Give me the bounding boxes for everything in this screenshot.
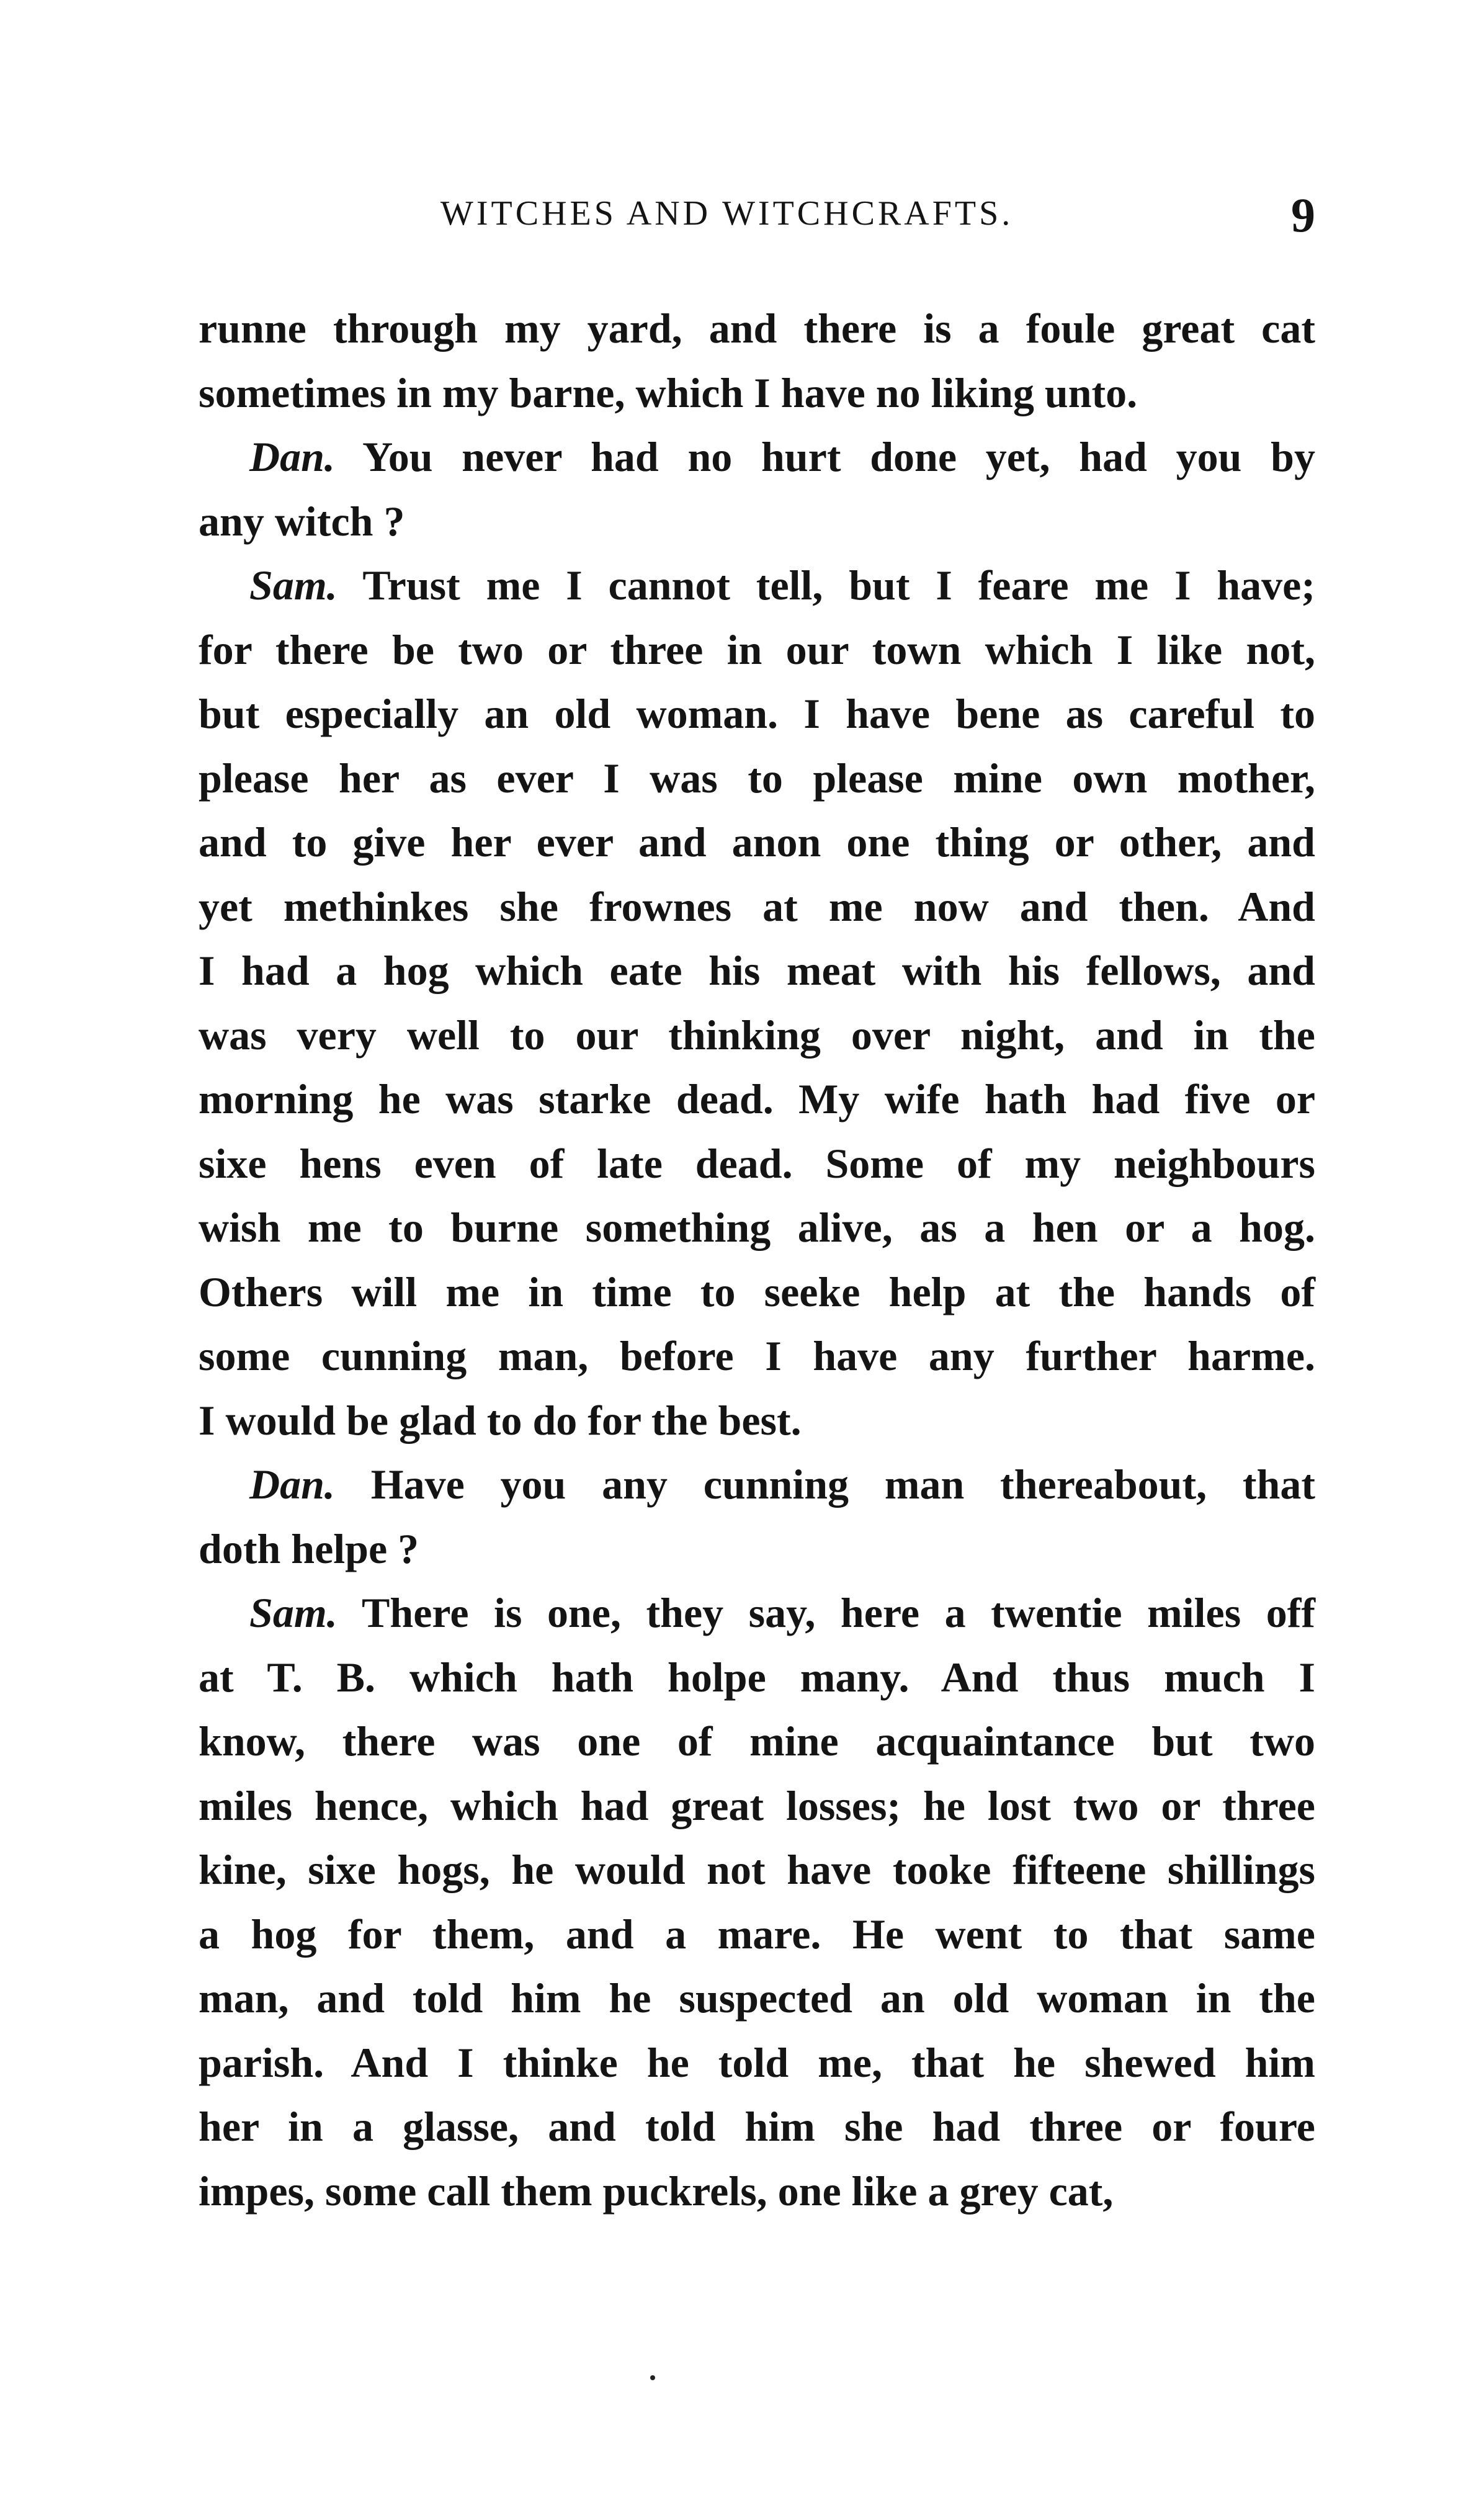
line-text: her in a glasse, and told him she had three or foure — [199, 2103, 1315, 2150]
speaker-name: Dan. — [249, 433, 335, 480]
speaker-name: Sam. — [249, 1589, 337, 1636]
text-line — [199, 361, 1315, 426]
line-text: please her as ever I was to please mine own mother, — [199, 754, 1315, 802]
text-line — [199, 1966, 1315, 2031]
line-text: yet methinkes she frownes at me now and then. And — [199, 882, 1315, 930]
line-text: Have you any cunning man thereabout, that — [370, 1461, 1315, 1508]
line-text: man, and told him he suspected an old woman in the — [199, 1974, 1315, 2022]
text-line — [199, 1709, 1315, 1774]
line-text: any witch ? — [199, 497, 405, 545]
line-text: sixe hens even of late dead. Some of my neighbours — [199, 1139, 1315, 1187]
text-line — [199, 2095, 1315, 2159]
text-line — [199, 490, 1315, 554]
text-line — [199, 1646, 1315, 1710]
line-text: sometimes in my barne, which I have no liking unto. — [199, 369, 1138, 416]
text-line — [199, 875, 1315, 939]
text-line — [199, 297, 1315, 361]
text-line — [199, 682, 1315, 746]
text-line — [199, 810, 1315, 875]
text-line — [199, 1581, 1315, 1646]
line-text: kine, sixe hogs, he would not have tooke fifteene shillings — [199, 1846, 1315, 1893]
text-line — [199, 1838, 1315, 1902]
text-line — [199, 1774, 1315, 1839]
line-text: a hog for them, and a mare. He went to that same — [199, 1910, 1315, 1958]
speaker-name: Dan. — [249, 1461, 335, 1508]
line-text: parish. And I thinke he told me, that he shewed him — [199, 2038, 1315, 2086]
line-text: Others will me in time to seeke help at the hands of — [199, 1268, 1315, 1315]
text-line — [199, 939, 1315, 1003]
line-text: I would be glad to do for the best. — [199, 1396, 802, 1444]
line-text: for there be two or three in our town which I like not, — [199, 625, 1315, 673]
line-text: impes, some call them puckrels, one like a grey cat, — [199, 2167, 1114, 2215]
running-header — [199, 187, 1315, 249]
text-line — [199, 553, 1315, 618]
line-text: know, there was one of mine acquaintance but two — [199, 1718, 1315, 1765]
text-line — [199, 1453, 1315, 1517]
line-text: morning he was starke dead. My wife hath had five or — [199, 1075, 1315, 1122]
line-text: miles hence, which had great losses; he lost two or three — [199, 1781, 1315, 1829]
text-line — [199, 1260, 1315, 1325]
line-text: Trust me I cannot tell, but I feare me I have; — [362, 562, 1315, 609]
line-text: was very well to our thinking over night, and in the — [199, 1011, 1315, 1059]
text-line — [199, 1067, 1315, 1132]
speaker-name: Sam. — [249, 562, 337, 609]
line-text: at T. B. which hath holpe many. And thus much I — [199, 1653, 1315, 1701]
text-line — [199, 1389, 1315, 1453]
text-line — [199, 1196, 1315, 1260]
text-line — [199, 425, 1315, 490]
line-text: and to give her ever and anon one thing or other, and — [199, 818, 1315, 866]
line-text: There is one, they say, here a twentie miles off — [362, 1589, 1315, 1636]
text-line — [199, 1132, 1315, 1196]
text-line — [199, 1003, 1315, 1068]
line-text: You never had no hurt done yet, had you by — [362, 433, 1315, 480]
text-line — [199, 1517, 1315, 1582]
line-text: some cunning man, before I have any further harme. — [199, 1332, 1315, 1379]
line-text: doth helpe ? — [199, 1525, 419, 1572]
line-text: but especially an old woman. I have bene as careful to — [199, 690, 1315, 737]
text-line — [199, 2031, 1315, 2095]
printing-speck — [650, 2375, 655, 2380]
line-text: wish me to burne something alive, as a hen or a hog. — [199, 1204, 1315, 1251]
text-line — [199, 746, 1315, 811]
line-text: I had a hog which eate his meat with his fellows, and — [199, 947, 1315, 994]
body-text — [199, 297, 1315, 2223]
text-line — [199, 2159, 1315, 2224]
text-line — [199, 618, 1315, 683]
page-number: 9 — [1291, 188, 1315, 242]
text-line — [199, 1902, 1315, 1967]
text-line — [199, 1324, 1315, 1389]
running-title: WITCHES AND WITCHCRAFTS. — [440, 194, 1014, 233]
line-text: runne through my yard, and there is a foule great cat — [199, 305, 1315, 352]
